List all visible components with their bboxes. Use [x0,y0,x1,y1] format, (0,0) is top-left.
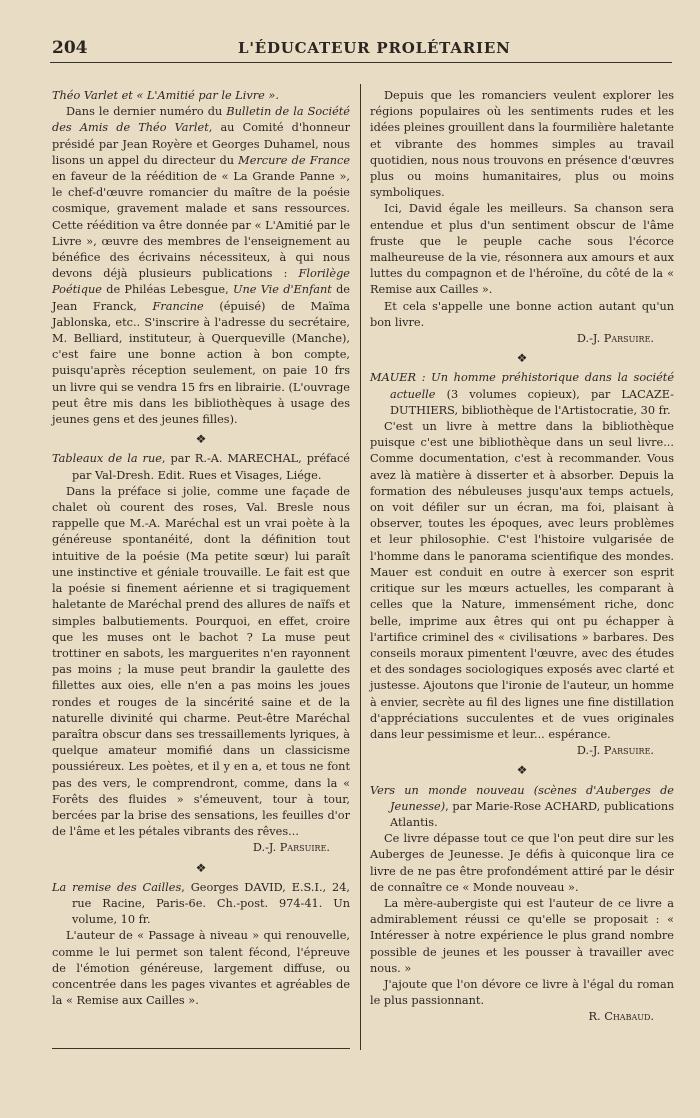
article-paragraph: Depuis que les romanciers veulent explorer les régions populaires où les sentiments rudes et les idées pleines grouillent dans la fourmilière haletante et vibrante des hommes simples au travail quotidien, nous nous trouvons en présence d'œuvres plus ou moins humanitaires, plus ou moins symboliques. [370,89,674,200]
article-heading: Tableaux de la rue, par R.-A. MARECHAL, préfacé par Val-Dresh. Edit. Rues et Visages, Liége. [52,452,350,482]
signature: D.-J. Parsuire. [252,841,330,855]
right-column [370,88,674,1026]
article-paragraph: Dans le dernier numéro du Bulletin de la Société des Amis de Théo Varlet, au Comité d'honneur présidé par Jean Royère et Georges Duhamel, nous lisons un appel du directeur du Mercure de France en faveur de la réédition de « La Grande Panne », le chef-d'œuvre romancier du maître de la poésie cosmique, gravement malade et sans ressources. Cette réédition va être donnée par « L'Amitié par le Livre », œuvre des membres de l'enseignement au bénéfice des écrivains nécessiteux, à qui nous devons déjà plusieurs publications : Florilège Poétique de Philéas Lebesgue, Une Vie d'Enfant de Jean Franck, Francine (épuisé) de Maïma Jablonska, etc.. S'inscrire à l'adresse du secrétaire, M. Belliard, instituteur, à Querqueville (Manche), c'est faire une bonne action à bon compte, puisqu'après réception seulement, on paie 10 frs un livre qui se vendra 15 frs en librairie. (L'ouvrage peut être mis dans les bibliothèques à usage des jeunes gens et des jeunes filles). [52,105,351,427]
article-heading: La remise des Cailles, Georges DAVID, E.S.I., 24, rue Racine, Paris-6e. Ch.-post. 974-41. Un volume, 10 fr. [52,880,350,927]
running-title: L'ÉDUCATEUR PROLÉTARIEN [238,39,511,57]
article-paragraph: Dans la préface si jolie, comme une façade de chalet où courent des roses, Val. Bresle nous rappelle que M.-A. Maréchal est un vrai poète à la généreuse spontanéité, dont la définition tout intuitive de la poésie (Ma petite sœur) lui paraît une instinctive et géniale trouvaille. Le fait est que la poésie si finement aérienne et si tragiquement haletante de Maréchal prend des allures de naïfs et simples balbutiements. Pourquoi, en effet, croire que les muses ont le bachot ? La muse peut trottiner en sabots, les marguerites n'en rayonnent pas moins ; la muse peut brandir la gaulette des fillettes aux oies, elle n'en a pas moins les joues rondes et rouges de la sincérité saine et de la naturelle divinité qui charme. Peut-être Maréchal paraîtra obscur dans ses tressaillements lyriques, à quelque amateur momifié dans un classicisme poussiéreux. Les poètes, et il y en a, et tous ne font pas des vers, le comprendront, comme, dans la « Forêts des fluides » s'émeuvent, tour à tour, bercées par la brise des sensations, les feuilles d'or de l'âme et les pétales vibrants des rêves... [52,484,350,839]
section-separator: ❖ [516,763,528,778]
article-paragraph: Et cela s'appelle une bonne action autant qu'un bon livre. [370,299,674,329]
article-heading: MAUER : Un homme préhistorique dans la société actuelle (3 volumes copieux), par LACAZE-DUTHIERS, bibliothèque de l'Artistocratie, 30 fr. [370,371,674,417]
article-heading: Vers un monde nouveau (scènes d'Auberges de Jeunesse), par Marie-Rose ACHARD, publications Atlantis. [370,783,674,829]
signature: D.-J. Parsuire. [576,332,654,346]
signature: D.-J. Parsuire. [576,744,654,758]
article-paragraph: La mère-aubergiste qui est l'auteur de ce livre a admirablement réussi ce qu'elle se proposait : « Intéresser à notre expérience le plus grand nombre possible de jeunes et les pousser à travailler avec nous. » [370,896,674,975]
section-separator: ❖ [516,351,528,366]
page-header [50,36,672,63]
column-divider [360,84,361,1050]
section-separator: ❖ [195,432,207,447]
section-separator: ❖ [195,860,207,875]
article-paragraph: J'ajoute que l'on dévore ce livre à l'égal du roman le plus passionnant. [370,977,674,1008]
left-column [52,88,350,1009]
article-paragraph: L'auteur de « Passage à niveau » qui renouvelle, comme le lui permet son talent fécond, l'épreuve de l'émotion généreuse, largement diffuse, ou concentrée dans les pages vivantes et agréables de la « Remise aux Cailles ». [52,929,350,1008]
page-number: 204 [52,38,88,58]
article-paragraph: Ici, David égale les meilleurs. Sa chanson sera entendue et plus d'un sentiment obscur de l'âme fruste que le peuple cache sous l'écorce malheureuse de la vie, résonnera aux amours et aux luttes du compagnon et de l'héroïne, du côté de la « Remise aux Cailles ». [370,202,674,297]
signature: R. Chabaud. [588,1010,654,1024]
article-paragraph: C'est un livre à mettre dans la bibliothèque puisque c'est une bibliothèque dans un seul livre... Comme documentation, c'est à recommander. Vous avez là matière à disserter et à absorber. Depuis la formation des nébuleuses jusqu'aux temps actuels, on voit défiler sur un écran, ma foi, plaisant à observer, toutes les époques, avec leurs problèmes et leur philosophie. C'est l'histoire vulgarisée de l'homme dans le panorama scientifique des mondes. Mauer est conduit en outre à exercer son esprit critique sur les mœurs actuelles, les comparant à celles que la Nature, immensément riche, donc belle, imprime aux êtres qui ont pu échapper à l'artifice criminel des « civilisations » barbares. Des conseils moraux pimentent l'œuvre, avec des études et des sondages sociologiques exposés avec clarté et justesse. Ajoutons que l'ironie de l'auteur, un homme à envier, secrète au fil des lignes une fine distillation d'appréciations succulentes et de vues originales dans leur pessimisme et leur... espérance. [370,420,674,741]
column-end-rule [52,1048,350,1049]
article-heading: Théo Varlet et « L'Amitié par le Livre ». [52,89,279,102]
article-paragraph: Ce livre dépasse tout ce que l'on peut dire sur les Auberges de Jeunesse. Je défis à quiconque lira ce livre de ne pas être profondément attiré par le désir de connaître ce « Monde nouveau ». [370,832,674,894]
